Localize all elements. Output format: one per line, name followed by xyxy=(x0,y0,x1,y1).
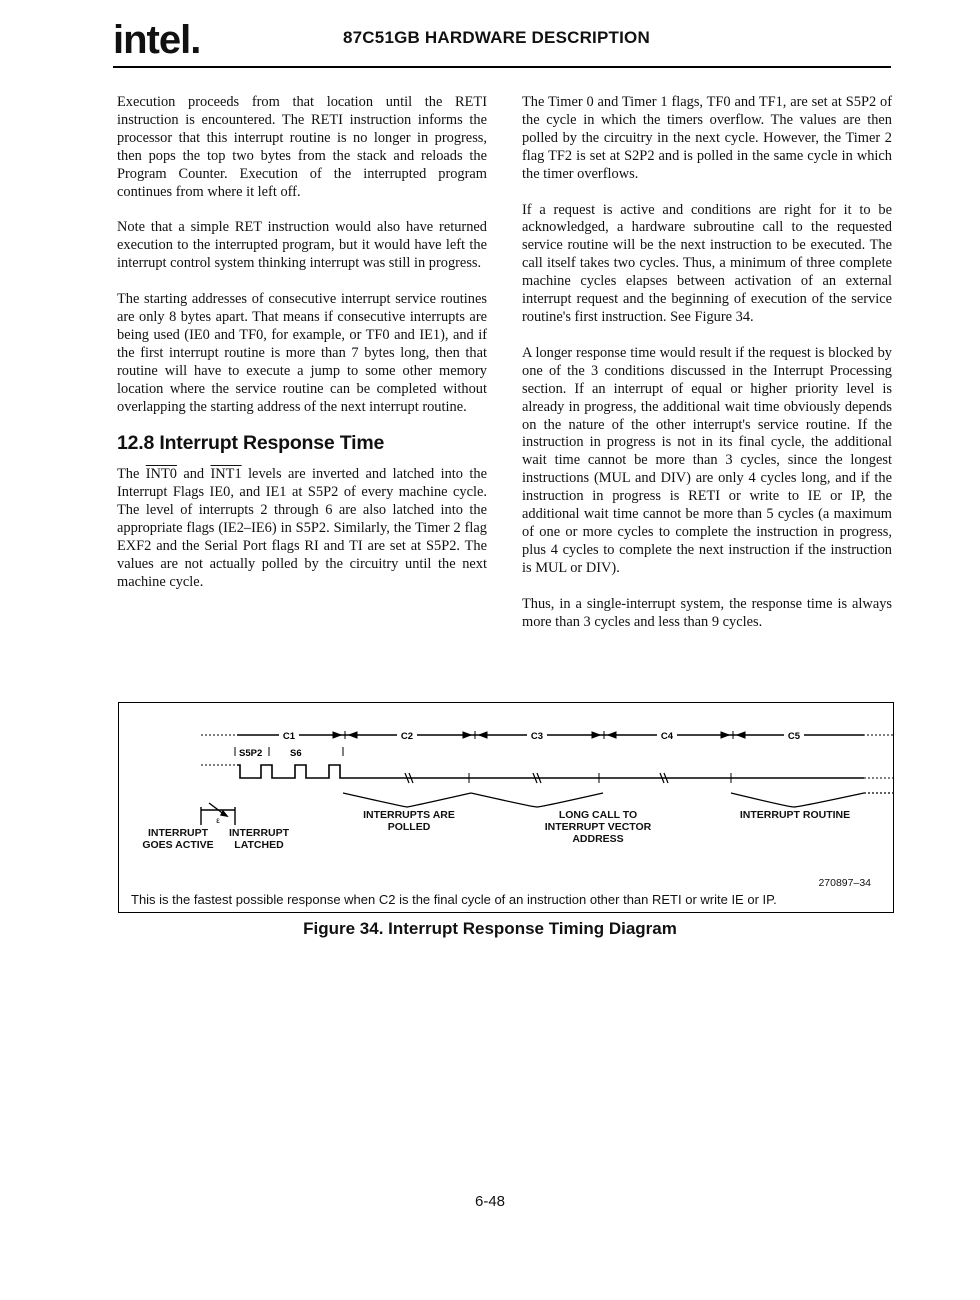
text-run: The xyxy=(117,466,140,483)
paragraph: Thus, in a single-interrupt system, the response time is always more than 3 cycles and less than 9 cycles. xyxy=(522,595,892,630)
paragraph: Note that a simple RET instruction would also have returned execution to the interrupted program, but it would have left the interrupt control system thinking interrupt was still in progress. xyxy=(117,219,487,272)
state-label-s5p2: S5P2 xyxy=(239,748,263,759)
label-interrupt-routine: INTERRUPT ROUTINE xyxy=(739,809,851,821)
intel-logo: intel. xyxy=(113,18,201,62)
right-column xyxy=(522,94,892,649)
cycle-label: C2 xyxy=(400,731,414,742)
label-interrupts-polled: INTERRUPTS ARE POLLED xyxy=(363,809,455,833)
cycle-label: C4 xyxy=(660,731,674,742)
cycle-label: C5 xyxy=(787,731,801,742)
label-long-call: LONG CALL TO INTERRUPT VECTOR ADDRESS xyxy=(544,809,652,845)
state-label-s6: S6 xyxy=(290,748,302,759)
left-column xyxy=(117,94,487,610)
clock-waveform xyxy=(237,765,864,778)
label-interrupt-goes-active: INTERRUPT GOES ACTIVE xyxy=(142,827,214,851)
paragraph: A longer response time would result if the request is blocked by one of the 3 conditions discussed in the Interrupt Processing section. If an interrupt of equal or higher priority level is already in progress, the additional wait time obviously depends on the nature of the other interrupt's service routine. If the instruction in progress is not in its final cycle, the additional wait time cannot be more than 3 cycles, since the longest instructions (MUL and DIV) are only 4 cycles long, and if the instruction in progress is RETI or write to IE or IP, the additional wait time cannot be more than 5 cycles (a maximum of one or more cycles to complete the instruction in progress, plus 4 cycles to complete the next instruction if the instruction is MUL or DIV). xyxy=(522,344,892,576)
paragraph: If a request is active and conditions are right for it to be acknowledged, a hardware subroutine call to the requested service routine will be the next instruction to be executed. The call itself takes two cycles. Thus, a minimum of three complete machine cycles elapses between activation of an external interrupt request and the beginning of execution of the service routine's first instruction. See Figure 34. xyxy=(522,201,892,325)
cycle-label: C1 xyxy=(282,731,296,742)
cycle-label: C3 xyxy=(530,731,544,742)
paragraph xyxy=(117,466,487,591)
braces xyxy=(343,793,893,807)
signal-int0: INT0 xyxy=(145,466,177,483)
epsilon-label: ε xyxy=(216,816,220,825)
header-divider xyxy=(113,66,891,68)
text-run: and xyxy=(183,466,205,483)
page-header-title: 87C51GB HARDWARE DESCRIPTION xyxy=(343,28,650,47)
signal-int1: INT1 xyxy=(210,466,242,483)
section-heading: 12.8 Interrupt Response Time xyxy=(117,431,385,454)
label-interrupt-latched: INTERRUPT LATCHED xyxy=(228,827,290,851)
paragraph: Execution proceeds from that location until the RETI instruction is encountered. The RETI instruction informs the processor that this interrupt routine is no longer in progress, then pops the top two bytes from the stack and reloads the Program Counter. Execution of the interrupted program continues from where it left off. xyxy=(117,94,487,200)
page-number: 6-48 xyxy=(474,1193,506,1210)
figure-code: 270897–34 xyxy=(818,877,871,889)
timing-diagram-figure xyxy=(118,702,894,913)
paragraph: The Timer 0 and Timer 1 flags, TF0 and TF1, are set at S5P2 of the cycle in which the timers overflow. The values are then polled by the circuitry in the next cycle. However, the Timer 2 flag TF2 is set at S2P2 and is polled in the same cycle in which the timer overflows. xyxy=(522,94,892,182)
paragraph: The starting addresses of consecutive interrupt service routines are only 8 bytes apart. That means if consecutive interrupts are being used (IE0 and TF0, for example, or TF0 and IE1), and if the first interrupt routine is more than 7 bytes long, then that routine will have to execute a jump to some other memory location where the service routine can be completed without overlapping the starting address of the next interrupt routine. xyxy=(117,291,487,415)
text-run: levels are inverted and latched into the Interrupt Flags IE0, and IE1 at S5P2 of every machine cycle. The level of interrupts 2 through 6 are also latched into the appropriate flags (IE2–IE6) in S5P2. Similarly, the Timer 2 flag EXF2 and the Serial Port flags RI and TI are set at S5P2. The values are not actually polled by the circuitry until the next machine cycle. xyxy=(117,466,487,590)
figure-title: Figure 34. Interrupt Response Timing Diagram xyxy=(303,919,677,938)
timing-diagram xyxy=(119,703,893,912)
figure-note: This is the fastest possible response when C2 is the final cycle of an instruction other than RETI or write IE or IP. xyxy=(131,892,777,907)
